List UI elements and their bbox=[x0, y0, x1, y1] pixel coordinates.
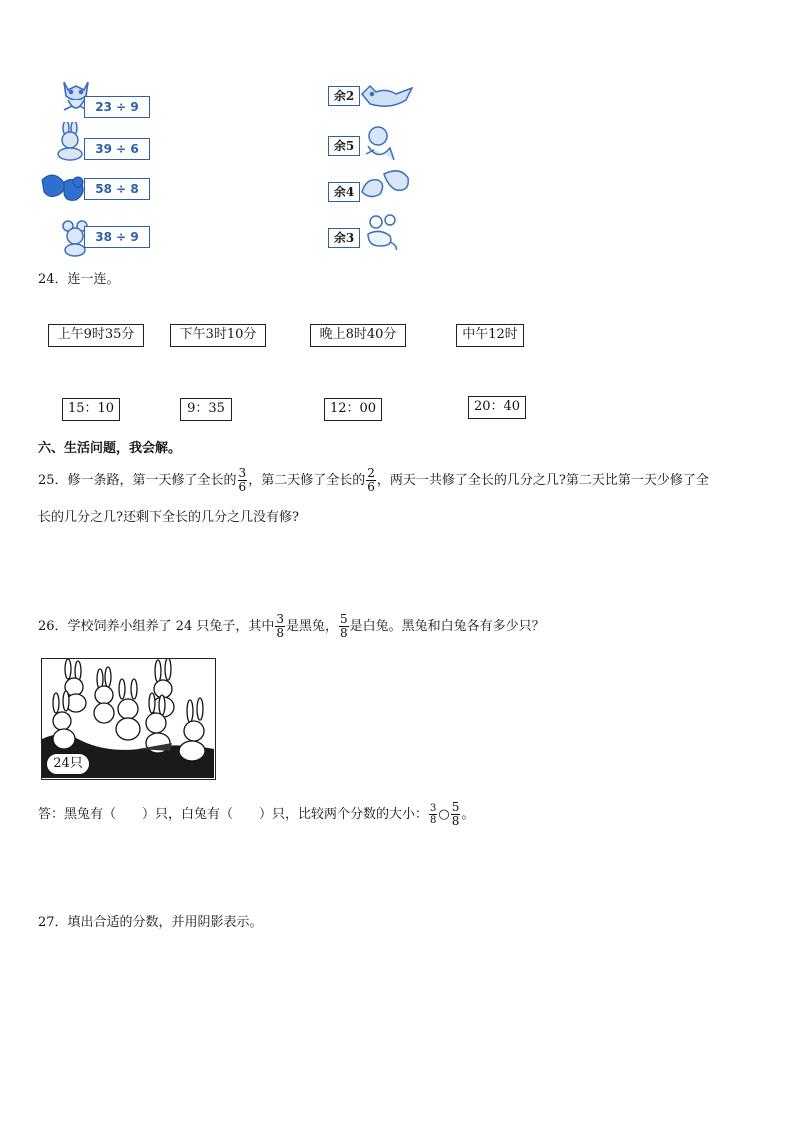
time-card-top-2[interactable]: 下午3时10分 bbox=[170, 324, 266, 347]
q25-text-3: ，两天一共修了全长的几分之几?第二天比第一天少修了全 bbox=[376, 473, 709, 488]
division-box-2[interactable]: 39 ÷ 6 bbox=[84, 138, 150, 160]
q27-text: 27．填出合适的分数，并用阴影表示。 bbox=[38, 915, 263, 930]
q26-answer-text: 答：黑兔有（ ）只，白兔有（ ）只，比较两个分数的大小： bbox=[38, 807, 429, 822]
remainder-box-3[interactable]: 余4 bbox=[328, 182, 360, 202]
count-label: 24只 bbox=[46, 753, 90, 775]
rabbits-illustration bbox=[41, 658, 216, 780]
time-card-top-3[interactable]: 晚上8时40分 bbox=[310, 324, 406, 347]
q26-text-1: 26．学校饲养小组养了 24 只兔子，其中 bbox=[38, 619, 275, 634]
fraction-denominator: 8 bbox=[430, 815, 437, 826]
q26-text-3: 是白兔。黑兔和白兔各有多少只？ bbox=[349, 619, 545, 634]
fraction-denominator: 8 bbox=[276, 626, 284, 640]
division-box-4[interactable]: 38 ÷ 9 bbox=[84, 226, 150, 248]
time-card-top-1[interactable]: 上午9时35分 bbox=[48, 324, 144, 347]
fraction-denominator: 6 bbox=[367, 480, 375, 494]
compare-circle[interactable]: ○ bbox=[438, 807, 450, 822]
division-box-3[interactable]: 58 ÷ 8 bbox=[84, 178, 150, 200]
fraction-numerator: 5 bbox=[451, 800, 460, 814]
fraction-numerator: 3 bbox=[430, 803, 437, 814]
fraction-denominator: 6 bbox=[238, 480, 247, 494]
remainder-box-1[interactable]: 余2 bbox=[328, 86, 360, 106]
monkey-icon bbox=[360, 124, 400, 164]
squirrel-icon bbox=[38, 170, 90, 206]
time-card-bottom-2[interactable]: 9：35 bbox=[180, 398, 232, 421]
mouse-icon bbox=[360, 212, 400, 252]
squirrel-icon bbox=[356, 166, 414, 206]
section-heading: 六、生活问题，我会解。 bbox=[38, 441, 182, 456]
fraction-2-6 bbox=[366, 467, 376, 494]
q26-text-2: 是黑兔， bbox=[286, 619, 339, 634]
fraction-denominator: 8 bbox=[451, 814, 460, 828]
fraction-3-6 bbox=[238, 467, 248, 494]
remainder-box-4[interactable]: 余3 bbox=[328, 228, 360, 248]
time-card-bottom-3[interactable]: 12：00 bbox=[324, 398, 382, 421]
q25-line-2: 长的几分之几?还剩下全长的几分之几没有修? bbox=[38, 510, 299, 525]
fraction-denominator: 8 bbox=[340, 626, 348, 640]
time-card-bottom-4[interactable]: 20：40 bbox=[468, 396, 526, 419]
fraction-5-8 bbox=[339, 613, 349, 640]
answer-end: 。 bbox=[461, 807, 475, 822]
fraction-3-8 bbox=[275, 613, 285, 640]
q24-title: 24．连一连。 bbox=[38, 272, 120, 287]
fraction-numerator: 5 bbox=[340, 612, 348, 626]
q26-answer-line bbox=[38, 800, 474, 830]
fraction-numerator: 3 bbox=[238, 466, 247, 480]
q25-text-2: ，第二天修了全长的 bbox=[248, 473, 366, 488]
answer-fraction-5-8 bbox=[451, 801, 461, 828]
division-box-1[interactable]: 23 ÷ 9 bbox=[84, 96, 150, 118]
q25-text-1: 25．修一条路，第一天修了全长的 bbox=[38, 473, 237, 488]
time-card-bottom-1[interactable]: 15：10 bbox=[62, 398, 120, 421]
time-card-top-4[interactable]: 中午12时 bbox=[456, 324, 524, 347]
q26-line-1 bbox=[38, 612, 545, 642]
answer-fraction-3-8 bbox=[429, 803, 437, 826]
remainder-box-2[interactable]: 余5 bbox=[328, 136, 360, 156]
fraction-numerator: 2 bbox=[367, 466, 375, 480]
fraction-numerator: 3 bbox=[276, 612, 284, 626]
q25-line-1 bbox=[38, 466, 709, 496]
fox-icon bbox=[360, 82, 416, 112]
